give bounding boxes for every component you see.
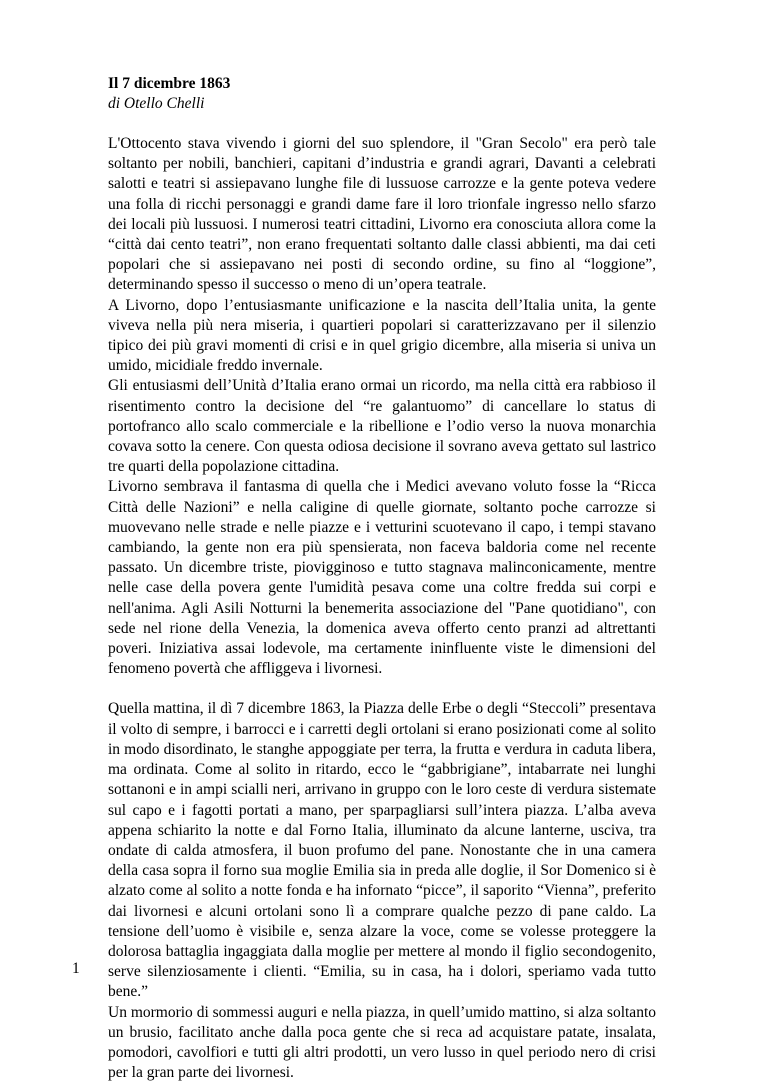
paragraph: L'Ottocento stava vivendo i giorni del suo splendore, il "Gran Secolo" era però tale soltanto per nobili, banchieri, capitani d’industria e grandi agrari, Davanti a celebrati salotti e teatri si assiepavano lunghe file di lussuose carrozze e la gente poteva vedere una folla di ricchi personaggi e grandi dame fare il loro trionfale ingresso nello sfarzo dei locali più lussuosi. I numerosi teatri cittadini, Livorno era conosciuta allora come la “città dai cento teatri”, non erano frequentati soltanto dalle classi abbienti, ma dai ceti popolari che si assiepavano nei posti di secondo ordine, su fino al “loggione”, determinando spesso il successo o meno di un’opera teatrale. xyxy=(108,135,656,294)
paragraph: Gli entusiasmi dell’Unità d’Italia erano ormai un ricordo, ma nella città era rabbioso il risentimento contro la decisione del “re galantuomo” di cancellare lo status di portofranco allo scalo commerciale e la ribellione e l’odio verso la nuova monarchia covava sotto la cenere. Con questa odiosa decisione il sovrano aveva gettato sul lastrico tre quarti della popolazione cittadina. xyxy=(108,377,656,476)
document-page xyxy=(108,74,656,1083)
paragraph: Livorno sembrava il fantasma di quella che i Medici avevano voluto fosse la “Ricca Città delle Nazioni” e nella caligine di quelle giornate, soltanto poche carrozze si muovevano nelle strade e nelle piazze e i vetturini scuotevano il capo, i tempi stavano cambiando, la gente non era più spensierata, non faceva baldoria come nel recente passato. Un dicembre triste, piovigginoso e tutto stagnava malinconicamente, mentre nelle case della povera gente l'umidità pesava come una coltre fredda sui corpi e nell'anima. Agli Asili Notturni la benemerita associazione del "Pane quotidiano", con sede nel rione della Venezia, la domenica aveva offerto cento pranzi ad altrettanti poveri. Iniziativa assai lodevole, ma certamente ininfluente viste le dimensioni del fenomeno povertà che affliggeva i livornesi. xyxy=(108,478,656,678)
document-author: di Otello Chelli xyxy=(108,95,205,112)
document-title: Il 7 dicembre 1863 xyxy=(108,75,231,92)
paragraph: A Livorno, dopo l’entusiasmante unificazione e la nascita dell’Italia unita, la gente viveva nella più nera miseria, i quartieri popolari si caratterizzavano per il silenzio tipico dei più gravi momenti di crisi e in quel grigio dicembre, alla miseria si univa un umido, micidiale freddo invernale. xyxy=(108,296,656,375)
paragraph: Un mormorio di sommessi auguri e nella piazza, in quell’umido mattino, si alza soltanto un brusio, facilitato anche dalla poca gente che si reca ad acquistare patate, insalata, pomodori, cavolfiori e tutti gli altri prodotti, un vero lusso in quel periodo nero di crisi per la gran parte dei livornesi. xyxy=(108,1003,656,1082)
paragraph: Quella mattina, il dì 7 dicembre 1863, la Piazza delle Erbe o degli “Steccoli” presentava il volto di sempre, i barrocci e i carretti degli ortolani si erano posizionati come al solito in modo disordinato, le stanghe appoggiate per terra, la frutta e verdura in caduta libera, ma ordinata. Come al solito in ritardo, ecco le “gabbrigiane”, intabarrate nei lunghi sottanoni e in ampi scialli neri, arrivano in gruppo con le loro ceste di verdura sistemate sul capo e i fagotti portati a mano, per sparpagliarsi sull’intera piazza. L’alba aveva appena schiarito la notte e dal Forno Italia, illuminato da alcune lanterne, usciva, tra ondate di calda atmosfera, il buon profumo del pane. Nonostante che in una camera della casa sopra il forno sua moglie Emilia sia in preda alle doglie, il Sor Domenico si è alzato come al solito a notte fonda e ha infornato “picce”, il saporito “Vienna”, preferito dai livornesi e alcuni ortolani sono lì a comprare qualche pezzo di pane caldo. La tensione dell’uomo è visibile e, senza alzare la voce, come se volesse proteggere la dolorosa battaglia ingaggiata dalla moglie per mettere al mondo il figlio secondogenito, serve silenziosamente i clienti. “Emilia, su in casa, ha i dolori, speriamo vada tutto bene.” xyxy=(108,700,656,1001)
page-number: 1 xyxy=(72,960,80,977)
